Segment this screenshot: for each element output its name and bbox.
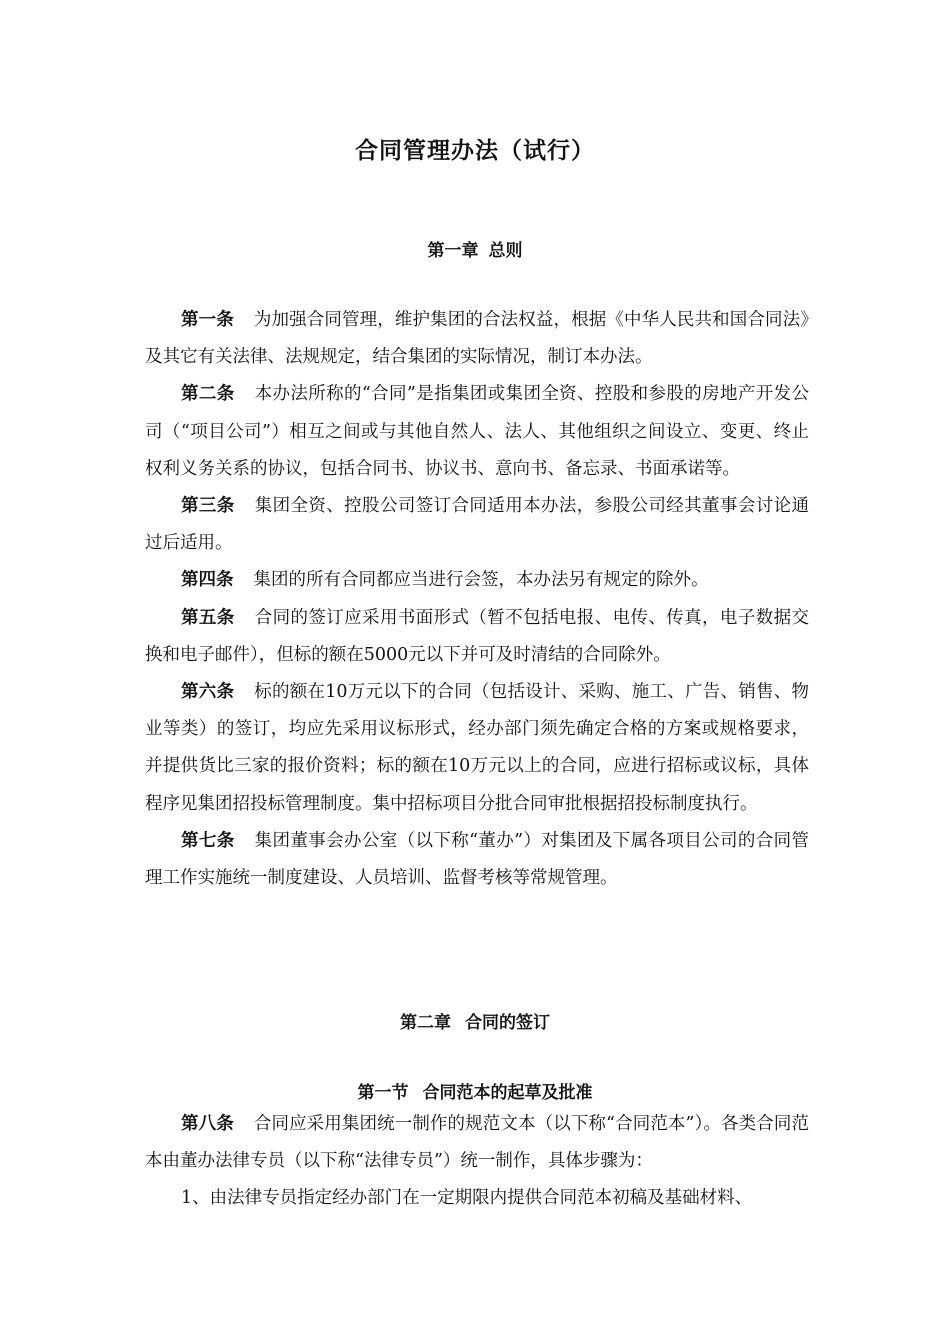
section-1-heading	[0, 1078, 950, 1103]
chapter-2-heading	[0, 1008, 950, 1033]
article-text: 标的额在10万元以下的合同（包括设计、采购、施工、广告、销售、物业等类）的签订，均应先采用议标形式，经办部门须先确定合格的方案或规格要求，并提供货比三家的报价资料；标的额在10万元以上的合同，应进行招标或议标，具体程序见集团招投标管理制度。集中招标项目分批合同审批根据招投标制度执行。	[145, 682, 809, 814]
chapter-2-body	[145, 1106, 809, 1218]
article-text: 集团全资、控股公司签订合同适用本办法，参股公司经其董事会讨论通过后适用。	[145, 496, 810, 554]
article-text: 本办法所称的“合同”是指集团或集团全资、控股和参股的房地产开发公司（“项目公司”）相互之间或与其他自然人、法人、其他组织之间设立、变更、终止权利义务关系的协议，包括合同书、协议书、意向书、备忘录、书面承诺等。	[145, 384, 809, 479]
article-7	[145, 823, 809, 897]
section-1-name: 合同范本的起草及批准	[422, 1083, 593, 1103]
article-5	[145, 600, 809, 674]
article-3	[145, 488, 809, 562]
article-6	[145, 674, 809, 823]
article-text: 合同的签订应采用书面形式（暂不包括电报、电传、传真，电子数据交换和电子邮件），但标的额在5000元以下并可及时清结的合同除外。	[145, 607, 810, 665]
chapter-1-heading	[0, 236, 950, 261]
article-1	[145, 302, 809, 376]
section-1-label: 第一节	[357, 1083, 409, 1103]
list-item	[145, 1180, 809, 1217]
article-2	[145, 376, 809, 488]
chapter-2-name: 合同的签订	[465, 1013, 550, 1033]
list-item-text: 1、由法律专员指定经办部门在一定期限内提供合同范本初稿及基础材料、	[181, 1188, 753, 1209]
article-text: 为加强合同管理，维护集团的合法权益，根据《中华人民共和国合同法》及其它有关法律、法规规定，结合集团的实际情况，制订本办法。	[145, 310, 809, 368]
chapter-1-body	[145, 302, 809, 897]
chapter-1-label: 第一章	[427, 241, 479, 261]
article-text: 集团的所有合同都应当进行会签，本办法另有规定的除外。	[253, 570, 709, 591]
chapter-1-name: 总则	[488, 241, 523, 261]
article-8	[145, 1106, 809, 1180]
article-label: 第一条	[181, 310, 234, 330]
article-label: 第四条	[181, 570, 234, 591]
article-label: 第五条	[181, 607, 235, 628]
article-label: 第八条	[181, 1114, 234, 1134]
chapter-2-label: 第二章	[400, 1013, 451, 1033]
article-label: 第三条	[181, 496, 235, 517]
article-label: 第二条	[181, 384, 235, 405]
article-4	[145, 562, 809, 599]
article-label: 第七条	[181, 830, 235, 851]
article-text: 集团董事会办公室（以下称“董办”）对集团及下属各项目公司的合同管理工作实施统一制度建设、人员培训、监督考核等常规管理。	[145, 830, 809, 889]
article-text: 合同应采用集团统一制作的规范文本（以下称“合同范本”）。各类合同范本由董办法律专员（以下称“法律专员”）统一制作，具体步骤为：	[145, 1114, 809, 1172]
article-label: 第六条	[181, 682, 235, 703]
document-title: 合同管理办法（试行）	[355, 138, 595, 164]
